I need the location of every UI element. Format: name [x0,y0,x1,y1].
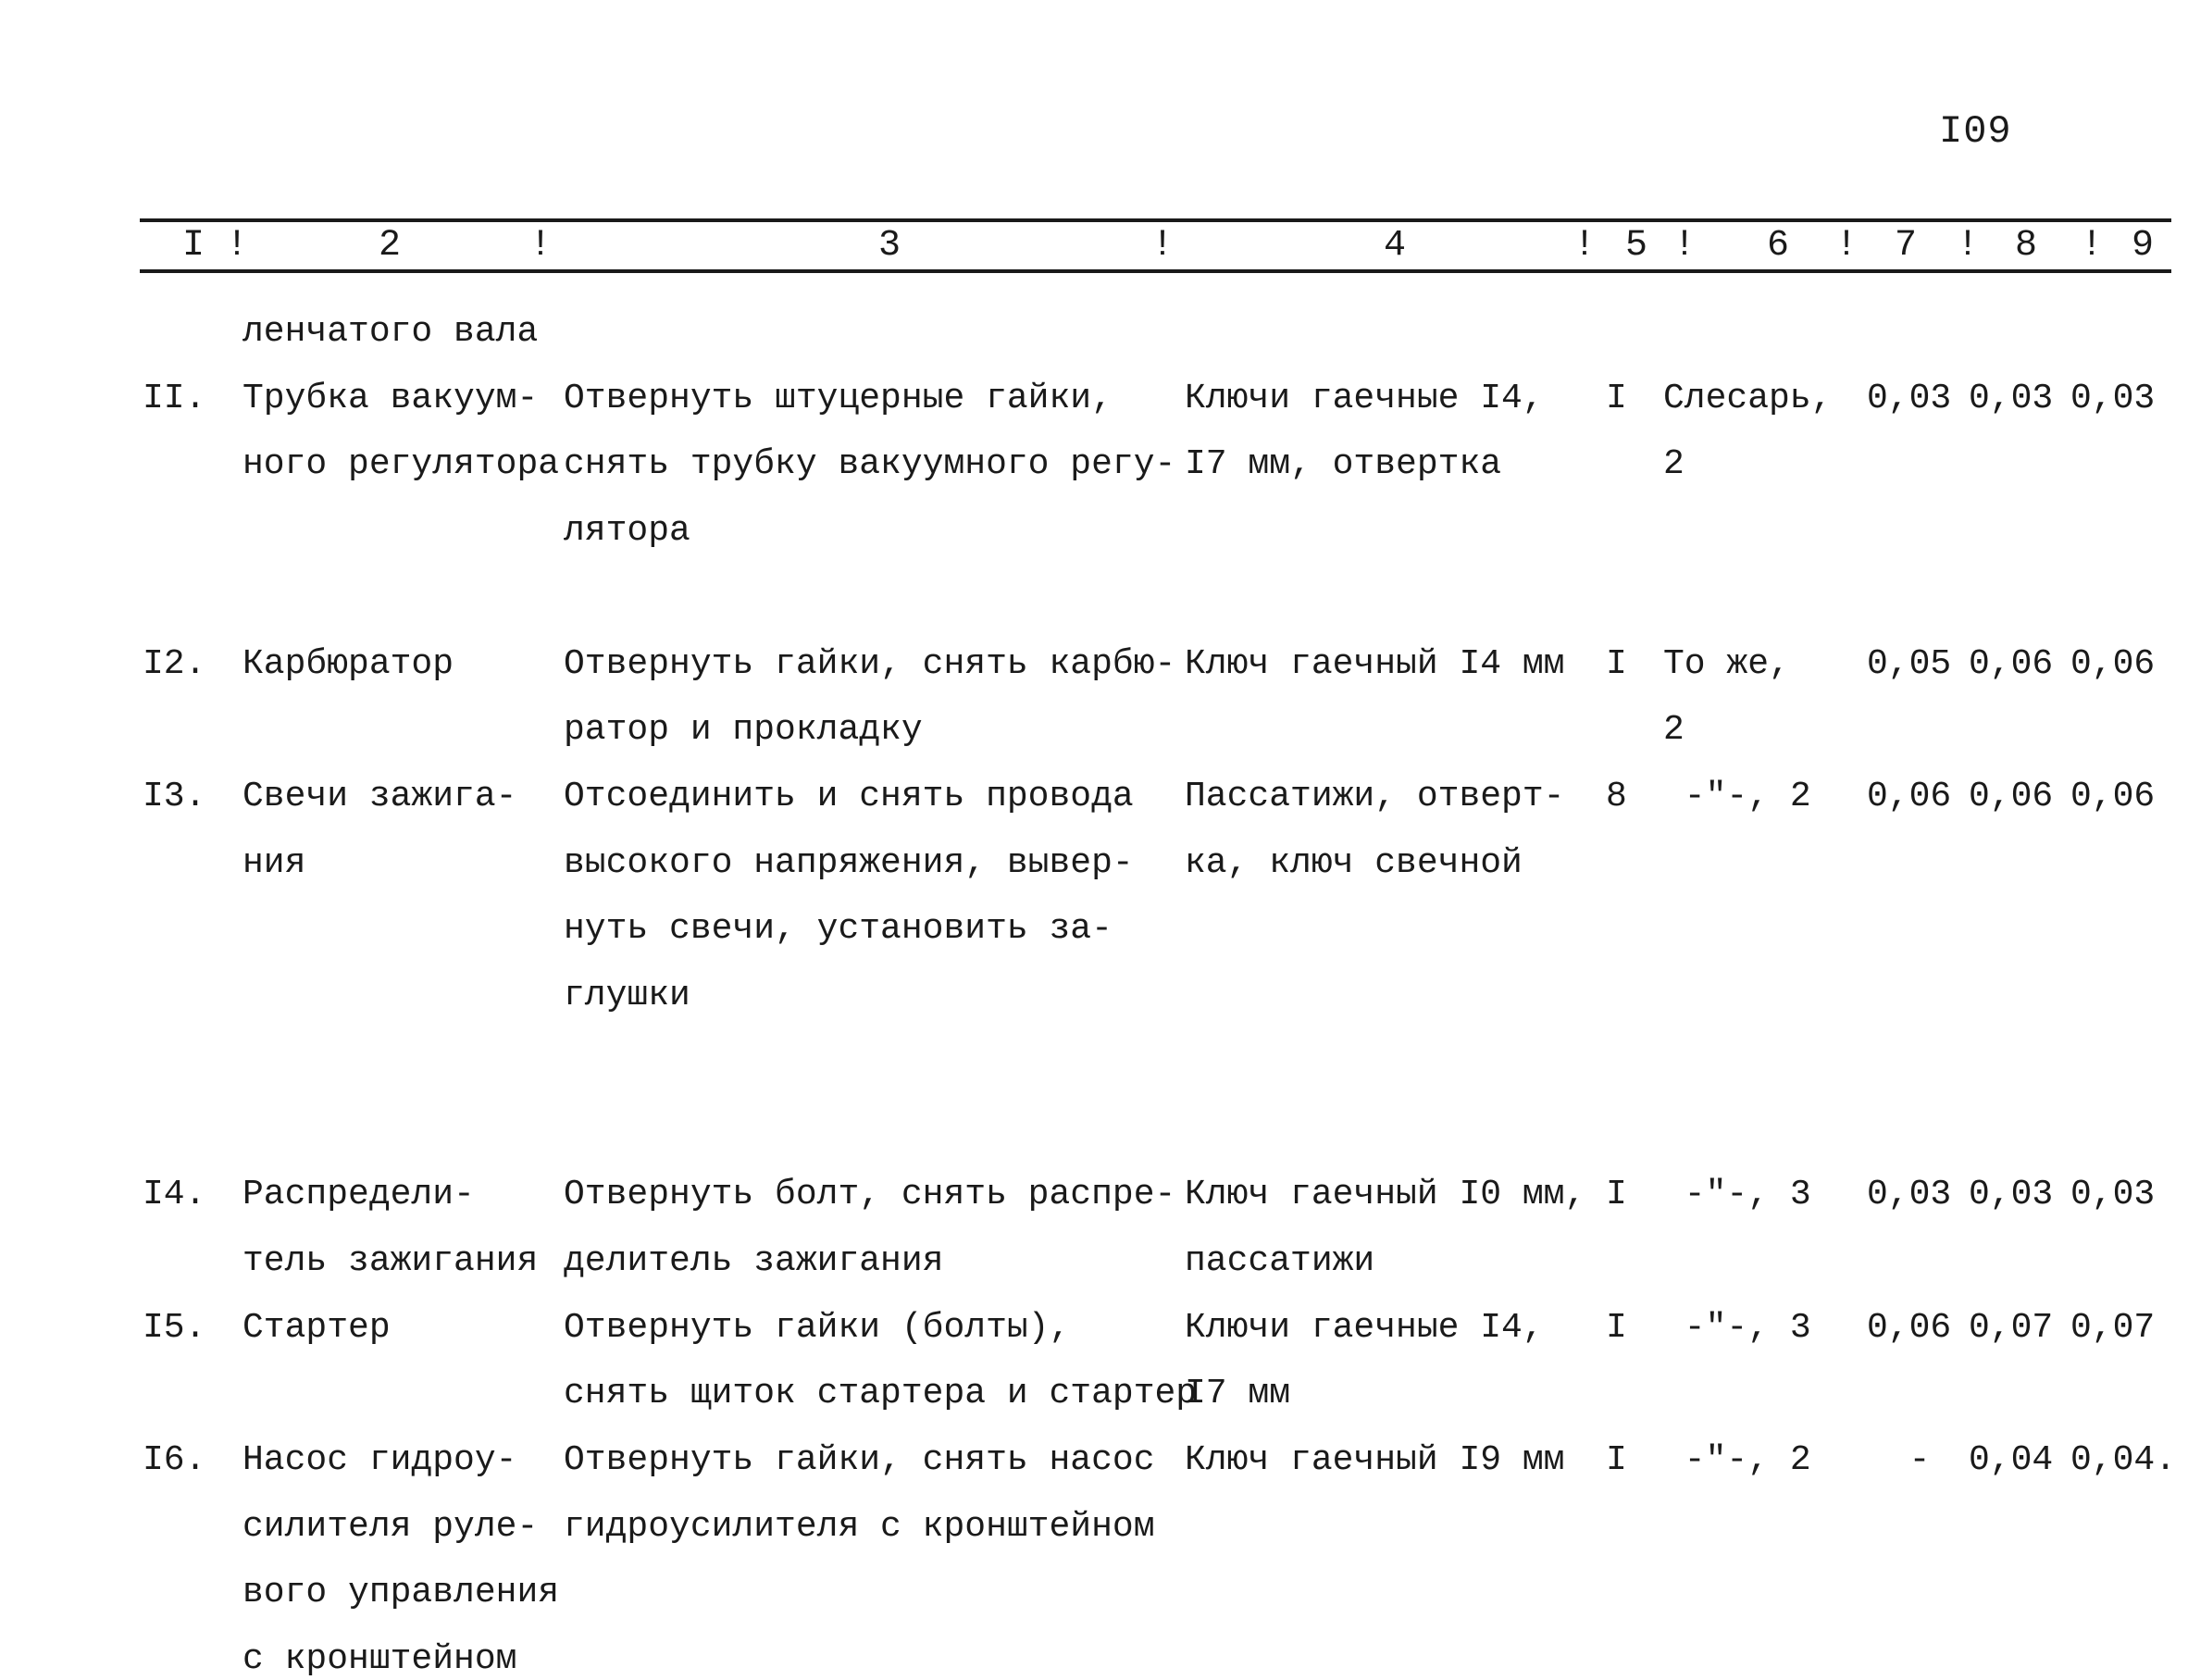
table-header [0,225,2188,268]
value-col-9: 0,06 [2070,644,2156,684]
header-separator: ! [1835,225,1859,267]
value-col-9: 0,03 [2070,1175,2156,1214]
tools-line: Пассатижи, отверт- [1185,777,1565,816]
operation-line: снять трубку вакуумного регу- [564,444,1176,484]
item-name-line: с кронштейном [242,1639,517,1679]
header-top-rule [140,218,2171,222]
worker-line: -"-, 3 [1663,1308,1811,1348]
quantity-cell: I [1606,379,1627,418]
operation-line: делитель зажигания [564,1241,944,1281]
header-separator: ! [1957,225,1980,267]
operation-line: Отвернуть гайки, снять карбю- [564,644,1176,684]
value-col-8: 0,06 [1969,777,2054,816]
row-number: II. [143,379,206,418]
quantity-cell: I [1606,1175,1627,1214]
worker-line: -"-, 2 [1663,777,1811,816]
tools-line: Ключ гаечный I9 мм [1185,1440,1565,1480]
quantity-cell: I [1606,1308,1627,1348]
value-col-9: 0,07 [2070,1308,2156,1348]
header-col-7: 7 [1894,225,1918,267]
operation-line: нуть свечи, установить за- [564,909,1113,949]
row-number: I6. [143,1440,206,1480]
operation-line: снять щиток стартера и стартер [564,1374,1198,1413]
row-number: I2. [143,644,206,684]
header-col-4: 4 [1383,225,1407,267]
header-separator: ! [529,225,553,267]
tools-line: Ключ гаечный I0 мм, [1185,1175,1586,1214]
operation-line: Отвернуть болт, снять распре- [564,1175,1176,1214]
item-name-line: тель зажигания [242,1241,539,1281]
value-col-7: 0,05 [1867,644,1952,684]
value-col-8: 0,03 [1969,1175,2054,1214]
item-name-line: ния [242,843,306,883]
page-number: I09 [1939,109,2012,154]
header-col-9: 9 [2131,225,2155,267]
tools-line: I7 мм, отвертка [1185,444,1502,484]
worker-line: 2 [1663,710,1685,750]
value-col-7: - [1867,1440,1931,1480]
header-col-2: 2 [378,225,402,267]
value-col-8: 0,06 [1969,644,2054,684]
tools-line: Ключ гаечный I4 мм [1185,644,1565,684]
item-name-line: силителя руле- [242,1507,539,1547]
operation-line: Отвернуть гайки, снять насос [564,1440,1155,1480]
row-number: I3. [143,777,206,816]
header-col-5: 5 [1624,225,1648,267]
tools-line: Ключи гаечные I4, [1185,1308,1544,1348]
value-col-7: 0,06 [1867,777,1952,816]
operation-line: ратор и прокладку [564,710,923,750]
worker-line: То же, [1663,644,1790,684]
header-col-1: I [181,225,205,267]
value-col-7: 0,06 [1867,1308,1952,1348]
item-name-line: Насос гидроу- [242,1440,517,1480]
item-name-line: ного регулятора [242,444,560,484]
operation-line: глушки [564,976,690,1015]
worker-line: -"-, 3 [1663,1175,1811,1214]
value-col-7: 0,03 [1867,379,1952,418]
header-bottom-rule [140,269,2171,273]
header-separator: ! [1151,225,1175,267]
item-name-line: Распредели- [242,1175,475,1214]
header-col-3: 3 [877,225,901,267]
quantity-cell: 8 [1606,777,1627,816]
header-col-8: 8 [2014,225,2038,267]
quantity-cell: I [1606,644,1627,684]
tools-line: пассатижи [1185,1241,1375,1281]
operation-line: Отвернуть гайки (болты), [564,1308,1071,1348]
header-separator: ! [2081,225,2104,267]
tools-line: ка, ключ свечной [1185,843,1523,883]
value-col-9: 0,06 [2070,777,2156,816]
value-col-7: 0,03 [1867,1175,1952,1214]
quantity-cell: I [1606,1440,1627,1480]
row-number: I4. [143,1175,206,1214]
header-separator: ! [226,225,249,267]
worker-line: Слесарь, [1663,379,1833,418]
item-name-line: вого управления [242,1573,560,1612]
value-col-8: 0,07 [1969,1308,2054,1348]
item-name-line: Карбюратор [242,644,454,684]
operation-line: Отвернуть штуцерные гайки, [564,379,1113,418]
item-name-line: Трубка вакуум- [242,379,539,418]
worker-line: 2 [1663,444,1685,484]
value-col-8: 0,03 [1969,379,2054,418]
row-number: I5. [143,1308,206,1348]
item-name-line: Свечи зажига- [242,777,517,816]
value-col-9: 0,04. [2070,1440,2177,1480]
item-name-line: Стартер [242,1308,391,1348]
header-separator: ! [1573,225,1597,267]
value-col-8: 0,04 [1969,1440,2054,1480]
tools-line: Ключи гаечные I4, [1185,379,1544,418]
header-separator: ! [1673,225,1697,267]
operation-line: Отсоединить и снять провода [564,777,1134,816]
operation-line: лятора [564,511,690,551]
operation-line: высокого напряжения, вывер- [564,843,1134,883]
worker-line: -"-, 2 [1663,1440,1811,1480]
tools-line: I7 мм [1185,1374,1291,1413]
operation-line: гидроусилителя с кронштейном [564,1507,1155,1547]
header-col-6: 6 [1766,225,1790,267]
value-col-9: 0,03 [2070,379,2156,418]
continuation-item-text: ленчатого вала [242,312,539,352]
